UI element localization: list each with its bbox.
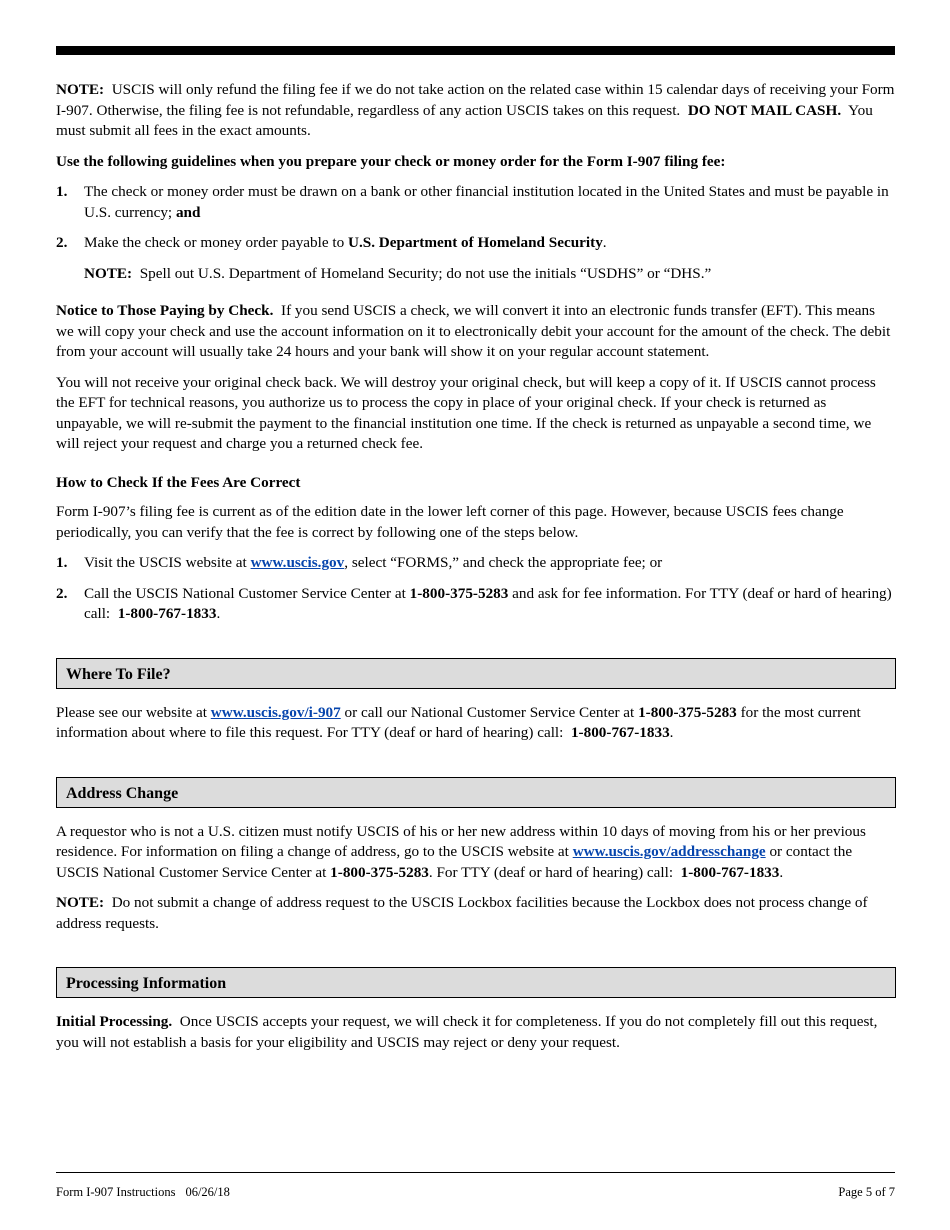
tty-phone: 1-800-767-1833 — [680, 863, 780, 881]
initial-processing-text: Once USCIS accepts your request, we will check it for completeness. If you do not completely fill out this request, you will not establish a basis for your eligibility and USCIS may reject or deny your request. — [56, 1013, 878, 1051]
fees-item-1-text: Visit the USCIS website at — [84, 554, 247, 571]
where-to-file-text — [56, 703, 896, 744]
address-change-mid2: . For TTY (deaf or hard of hearing) call: — [428, 863, 674, 881]
where-to-file-end: . — [669, 724, 674, 741]
address-change-pre: A requestor who is not a U.S. citizen must notify USCIS of his or her new address within 10 days of moving from his or her previous residence. For information on filing a change of address, go to the USCIS website at — [56, 822, 866, 860]
refund-note-text: USCIS will only refund the filing fee if we do not take action on the related case within 15 calendar days of receiving your Form I-907. Otherwise, the filing fee is not refundable, regardless of any action USCIS takes on this request. — [56, 81, 895, 119]
where-to-file-pre: Please see our website at — [56, 703, 207, 721]
fees-item-1-post: , select “FORMS,” and check the appropriate fee; or — [344, 554, 663, 571]
document-body — [56, 80, 896, 1063]
guideline-1-text: The check or money order must be drawn on a bank or other financial institution located in the United States and must be payable in U.S. currency; — [84, 183, 889, 221]
fees-item-2-text: Call the USCIS National Customer Service Center at — [84, 584, 406, 602]
initial-processing-heading: Initial Processing. — [56, 1013, 173, 1030]
address-change-header: Address Change — [56, 777, 896, 808]
check-notice-para-2: You will not receive your original check back. We will destroy your original check, but will keep a copy of it. If USCIS cannot process the EFT for technical reasons, you authorize us to process the copy in place of your original check. If your check is returned as unpayable, we will re-submit the payment to the financial institution one time. If the check is returned as unpayable a second time, we will reject your request and charge you a returned check fee. — [56, 373, 876, 452]
footer-form-name: Form I-907 Instructions — [56, 1185, 176, 1199]
check-notice-text: If you send USCIS a check, we will convert it into an electronic funds transfer (EFT). This means we will copy your check and use the account information on it to electronically debit your account for the amount of the check. The debit from your account will usually take 24 hours and your bank will show it on your regular account statement. — [56, 302, 891, 360]
fees-check-item-1 — [56, 553, 896, 574]
fees-check-heading — [56, 473, 896, 494]
fees-check-item-2 — [56, 584, 896, 625]
processing-info-header: Processing Information — [56, 967, 896, 998]
exact-amounts-text: You must submit all fees in the exact amounts. — [56, 101, 873, 139]
guideline-item-1 — [56, 182, 896, 223]
guidelines-heading-text: Use the following guidelines when you prepare your check or money order for the Form I-907 filing fee: — [56, 152, 726, 170]
customer-service-phone: 1-800-375-5283 — [330, 863, 429, 881]
dhs-note-text: Spell out U.S. Department of Homeland Security; do not use the initials “USDHS” or “DHS.” — [139, 264, 712, 282]
where-to-file-header: Where To File? — [56, 658, 896, 689]
fees-item-2-mid: and ask for fee information. For TTY (deaf or hard of hearing) call: — [84, 584, 892, 622]
item-number: 2. — [56, 584, 68, 602]
lockbox-note — [56, 893, 896, 934]
where-to-file-mid2: for the most current information about where to file this request. For TTY (deaf or hard of hearing) call: — [56, 703, 861, 741]
item-number: 1. — [56, 183, 68, 200]
check-notice-heading: Notice to Those Paying by Check. — [56, 302, 274, 319]
footer-rule — [56, 1172, 895, 1173]
where-to-file-mid: or call our National Customer Service Center at — [344, 703, 635, 721]
guideline-2-text: Make the check or money order payable to — [84, 234, 345, 251]
guidelines-heading — [56, 152, 896, 173]
note-label: NOTE: — [84, 264, 133, 282]
no-cash-warning: DO NOT MAIL CASH. — [687, 101, 842, 119]
payee-name: U.S. Department of Homeland Security — [348, 234, 603, 251]
fees-check-heading-text: How to Check If the Fees Are Correct — [56, 473, 301, 491]
dhs-note — [56, 264, 896, 285]
note-label: NOTE: — [56, 894, 105, 911]
footer-form-info — [56, 1182, 230, 1203]
check-notice — [56, 301, 896, 363]
footer-edition-date: 06/26/18 — [185, 1185, 230, 1199]
note-label: NOTE: — [56, 81, 105, 98]
uscis-website-link[interactable]: www.uscis.gov — [250, 554, 345, 571]
footer-page-number: Page 5 of 7 — [838, 1185, 895, 1199]
guideline-2-end: . — [602, 234, 607, 251]
tty-phone: 1-800-767-1833 — [570, 724, 670, 741]
customer-service-phone: 1-800-375-5283 — [638, 703, 737, 721]
item-number: 2. — [56, 234, 68, 251]
refund-note — [56, 80, 896, 142]
initial-processing — [56, 1012, 896, 1053]
lockbox-note-text: Do not submit a change of address request to the USCIS Lockbox facilities because the Lockbox does not process change of address requests. — [56, 894, 868, 932]
address-change-end: . — [779, 863, 784, 881]
address-change-text — [56, 822, 896, 884]
item-number: 1. — [56, 554, 68, 571]
address-change-link[interactable]: www.uscis.gov/addresschange — [572, 843, 766, 860]
top-rule — [56, 46, 895, 55]
fees-item-2-end: . — [216, 605, 221, 622]
tty-phone: 1-800-767-1833 — [117, 605, 217, 622]
guideline-item-2 — [56, 233, 896, 254]
i907-website-link[interactable]: www.uscis.gov/i-907 — [210, 703, 341, 721]
customer-service-phone: 1-800-375-5283 — [409, 584, 509, 602]
address-change-mid: or contact the USCIS National Customer Service Center at — [56, 843, 853, 881]
guideline-1-and: and — [175, 203, 201, 221]
fees-check-intro: Form I-907’s filing fee is current as of the edition date in the lower left corner of this page. However, because USCIS fees change periodically, you can verify that the fee is correct by following one of the steps below. — [56, 503, 844, 541]
